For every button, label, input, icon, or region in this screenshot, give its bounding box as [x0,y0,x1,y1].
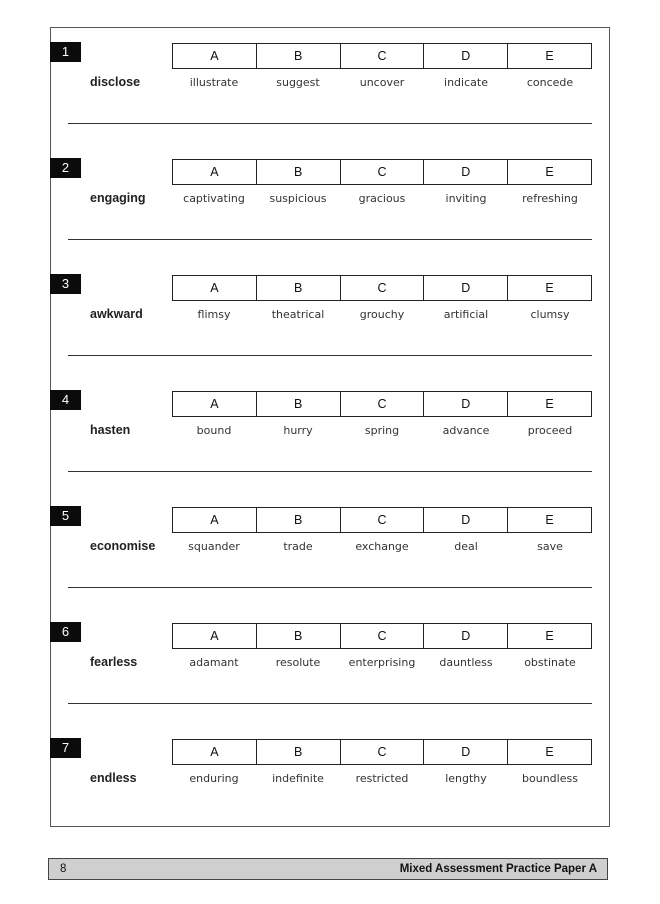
option-a: adamant [189,656,239,669]
option-d: inviting [445,192,487,205]
option-e: boundless [522,772,578,785]
question-number: 2 [50,158,81,178]
answer-box-e[interactable]: E [507,624,591,648]
answer-letter-row [172,43,592,69]
option-d: lengthy [445,772,487,785]
divider [68,703,592,704]
answer-box-b[interactable]: B [256,44,340,68]
option-a: illustrate [189,76,239,89]
option-b: indefinite [272,772,324,785]
question-word: hasten [90,423,131,437]
answer-box-e[interactable]: E [507,740,591,764]
question-word: engaging [90,191,146,205]
option-row [172,192,592,205]
option-b: trade [283,540,313,553]
answer-letter-row [172,623,592,649]
question-number: 5 [50,506,81,526]
option-b: suggest [276,76,320,89]
question-6 [50,608,610,724]
option-d: artificial [443,308,489,321]
page-footer [48,858,608,880]
answer-box-e[interactable]: E [507,276,591,300]
paper-title: Mixed Assessment Practice Paper A [399,863,597,875]
question-word: economise [90,539,156,553]
question-number: 1 [50,42,81,62]
option-e: refreshing [522,192,578,205]
answer-box-c[interactable]: C [340,624,424,648]
question-word: disclose [90,75,141,89]
option-c: enterprising [348,656,416,669]
option-row [172,424,592,437]
answer-box-d[interactable]: D [423,508,507,532]
question-2 [50,144,610,260]
option-row [172,540,592,553]
answer-box-c[interactable]: C [340,392,424,416]
question-word: fearless [90,655,138,669]
answer-box-e[interactable]: E [507,160,591,184]
option-b: resolute [275,656,321,669]
option-c: exchange [355,540,409,553]
question-number: 3 [50,274,81,294]
answer-box-c[interactable]: C [340,276,424,300]
option-d: dauntless [439,656,493,669]
answer-box-e[interactable]: E [507,44,591,68]
option-c: grouchy [359,308,405,321]
question-4 [50,376,610,492]
option-e: proceed [527,424,573,437]
answer-box-a[interactable]: A [210,49,219,63]
option-a: bound [196,424,232,437]
question-word: awkward [90,307,143,321]
answer-letter-row [172,391,592,417]
divider [68,123,592,124]
option-c: gracious [358,192,406,205]
answer-box-a[interactable]: A [210,629,219,643]
answer-box-b[interactable]: B [256,160,340,184]
divider [68,471,592,472]
option-a: captivating [183,192,245,205]
option-a: enduring [189,772,239,785]
answer-letter-row [172,739,592,765]
option-b: suspicious [269,192,327,205]
option-row [172,308,592,321]
answer-box-c[interactable]: C [340,160,424,184]
option-row [172,772,592,785]
question-number: 6 [50,622,81,642]
option-b: theatrical [271,308,325,321]
option-c: restricted [355,772,409,785]
divider [68,239,592,240]
question-1 [50,28,610,144]
answer-box-c[interactable]: C [340,508,424,532]
answer-box-b[interactable]: B [256,508,340,532]
answer-box-d[interactable]: D [423,276,507,300]
question-5 [50,492,610,608]
answer-box-b[interactable]: B [256,276,340,300]
option-e: obstinate [524,656,576,669]
option-e: clumsy [530,308,570,321]
answer-box-b[interactable]: B [256,624,340,648]
question-7 [50,724,610,840]
answer-box-d[interactable]: D [423,160,507,184]
question-word: endless [90,771,137,785]
option-a: squander [188,540,240,553]
answer-box-a[interactable]: A [210,281,219,295]
answer-letter-row [172,507,592,533]
divider [68,587,592,588]
answer-box-e[interactable]: E [507,508,591,532]
answer-letter-row [172,275,592,301]
answer-box-d[interactable]: D [423,392,507,416]
option-a: flimsy [197,308,231,321]
answer-box-e[interactable]: E [507,392,591,416]
option-row [172,76,592,89]
option-d: deal [454,540,478,553]
option-row [172,656,592,669]
answer-box-a[interactable]: A [210,165,219,179]
answer-box-d[interactable]: D [423,624,507,648]
option-d: indicate [444,76,488,89]
answer-box-b[interactable]: B [256,740,340,764]
answer-box-d[interactable]: D [423,740,507,764]
question-number: 4 [50,390,81,410]
option-c: spring [364,424,400,437]
answer-box-c[interactable]: C [340,740,424,764]
option-e: concede [526,76,574,89]
answer-box-a[interactable]: A [210,397,219,411]
question-3 [50,260,610,376]
answer-letter-row [172,159,592,185]
answer-box-c[interactable]: C [340,44,424,68]
option-e: save [537,540,563,553]
option-d: advance [442,424,490,437]
option-b: hurry [283,424,313,437]
answer-box-d[interactable]: D [423,44,507,68]
divider [68,355,592,356]
answer-box-a[interactable]: A [210,513,219,527]
answer-box-a[interactable]: A [210,745,219,759]
page-number: 8 [60,863,67,875]
question-number: 7 [50,738,81,758]
answer-box-b[interactable]: B [256,392,340,416]
option-c: uncover [359,76,405,89]
